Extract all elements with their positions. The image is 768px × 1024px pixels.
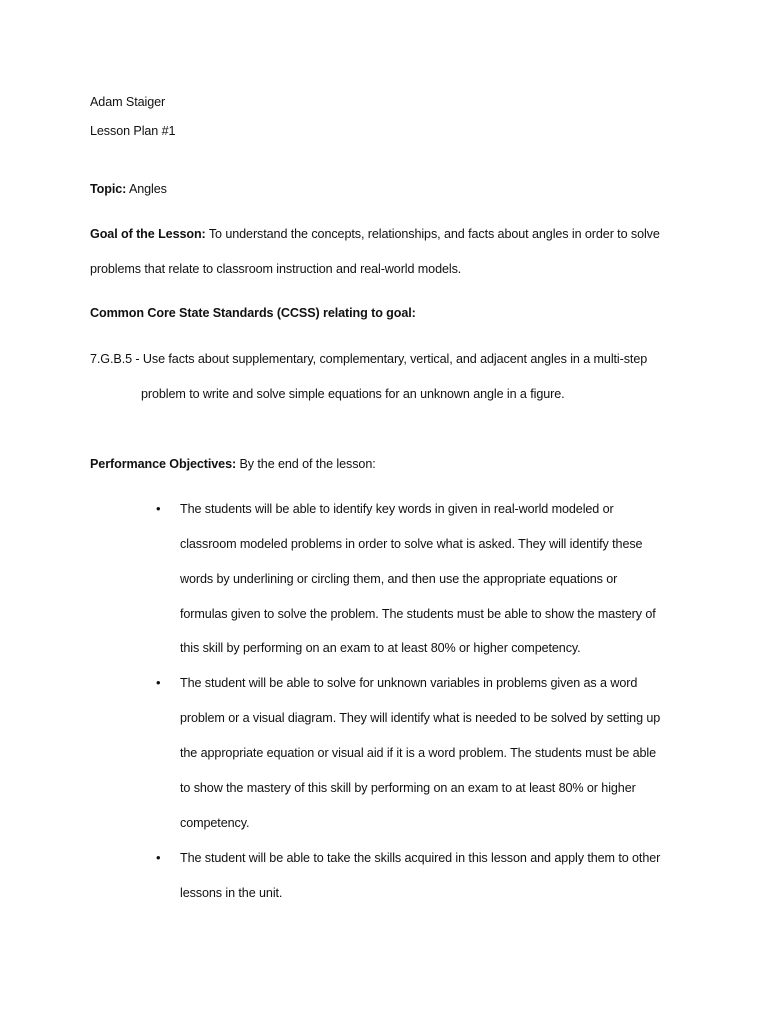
objectives-intro: By the end of the lesson: xyxy=(236,457,376,471)
objectives-heading xyxy=(90,456,376,472)
bullet-icon: • xyxy=(156,501,161,516)
bullet-icon: • xyxy=(156,850,161,865)
objective-3-line-2: lessons in the unit. xyxy=(180,886,283,900)
objective-1-line-2: classroom modeled problems in order to solve what is asked. They will identify these xyxy=(180,537,643,551)
objective-1-line-4: formulas given to solve the problem. The students must be able to show the mastery of xyxy=(180,607,656,621)
lesson-plan-number: Lesson Plan #1 xyxy=(90,124,176,138)
objective-2-line-5: competency. xyxy=(180,816,250,830)
objective-1-line-5: this skill by performing on an exam to at least 80% or higher competency. xyxy=(180,641,581,655)
objective-2-line-3: the appropriate equation or visual aid if it is a word problem. The students must be able xyxy=(180,746,657,760)
objective-2-line-1: The student will be able to solve for unknown variables in problems given as a word xyxy=(180,676,638,690)
ccss-standard-line-2: problem to write and solve simple equations for an unknown angle in a figure. xyxy=(141,387,565,401)
objective-1-line-3: words by underlining or circling them, and then use the appropriate equations or xyxy=(180,572,618,586)
ccss-heading: Common Core State Standards (CCSS) relating to goal: xyxy=(90,306,416,320)
objectives-label: Performance Objectives: xyxy=(90,457,237,471)
objective-2-line-2: problem or a visual diagram. They will identify what is needed to be solved by setting up xyxy=(180,711,661,725)
objective-1-line-1: The students will be able to identify key words in given in real-world modeled or xyxy=(180,502,614,516)
goal-line-1 xyxy=(90,226,660,242)
goal-line-2: problems that relate to classroom instruction and real-world models. xyxy=(90,262,462,276)
topic-value: Angles xyxy=(126,182,167,196)
topic-line xyxy=(90,181,167,197)
author-name: Adam Staiger xyxy=(90,95,166,109)
bullet-icon: • xyxy=(156,675,161,690)
objective-2-line-4: to show the mastery of this skill by performing on an exam to at least 80% or higher xyxy=(180,781,636,795)
objective-3-line-1: The student will be able to take the skills acquired in this lesson and apply them to other xyxy=(180,851,661,865)
goal-label: Goal of the Lesson: xyxy=(90,227,206,241)
ccss-standard-line-1: 7.G.B.5 - Use facts about supplementary, complementary, vertical, and adjacent angles in a multi-step xyxy=(90,352,648,366)
goal-text-1: To understand the concepts, relationships, and facts about angles in order to solve xyxy=(205,227,660,241)
topic-label: Topic: xyxy=(90,182,127,196)
